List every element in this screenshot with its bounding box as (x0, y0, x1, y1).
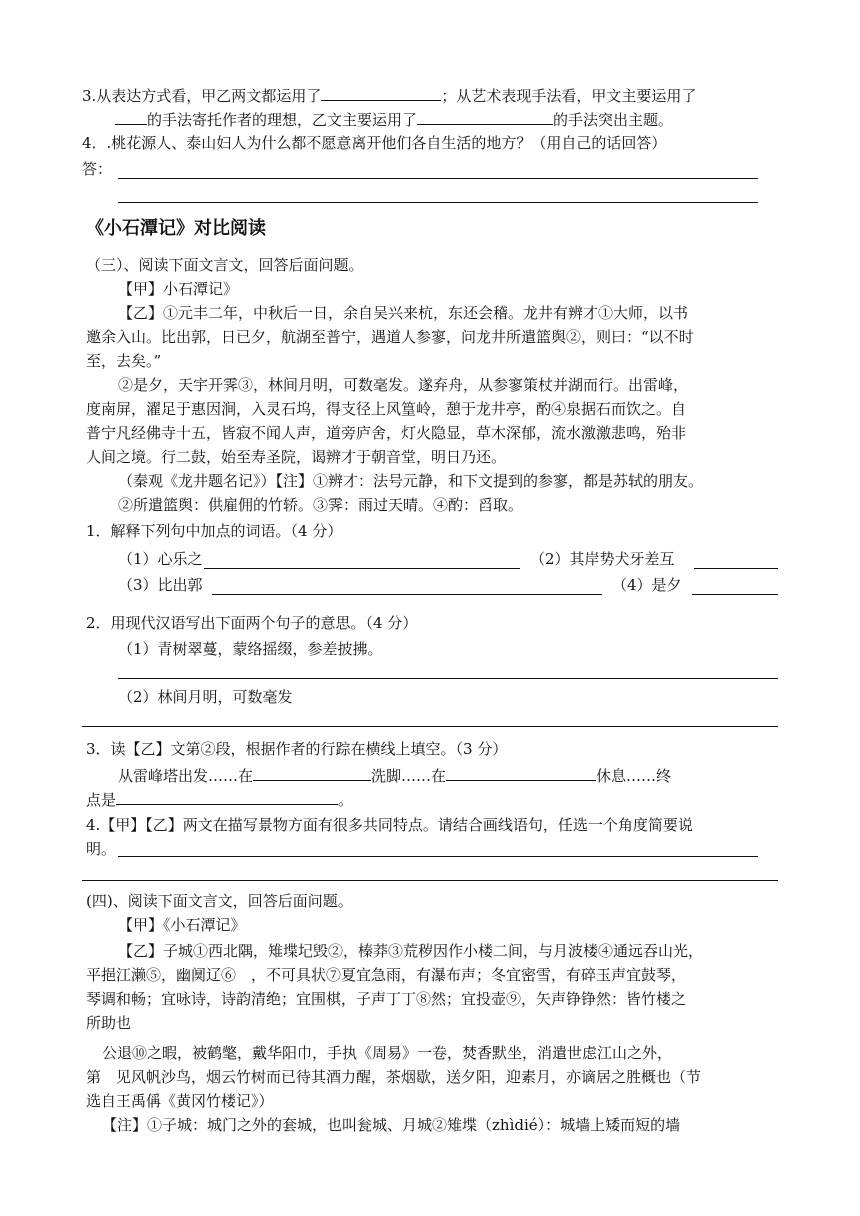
answer-blank[interactable] (115, 108, 147, 125)
prev-q3-text-a: 3.从表达方式看，甲乙两文都运用了 (82, 87, 322, 105)
answer-line[interactable] (692, 594, 778, 595)
answer-blank[interactable] (116, 788, 338, 805)
q3-text: 。 (338, 791, 354, 809)
q3-text: 从雷峰塔出发……在 (118, 767, 254, 785)
prev-q4-text: 4．.桃花源人、泰山妇人为什么都不愿意离开他们各自生活的地方？（用自己的话回答） (82, 134, 667, 152)
answer-line[interactable] (118, 856, 758, 857)
part4-yi-line: 所助也 (86, 1014, 132, 1032)
q3-fill-line1 (118, 764, 671, 787)
answer-line[interactable] (118, 678, 778, 679)
part4-jia: 【甲】《小石潭记》 (118, 916, 246, 934)
answer-line[interactable] (204, 568, 520, 569)
answer-line[interactable] (82, 726, 778, 727)
part4-yi-line: 琴调和畅；宜咏诗，诗韵清绝；宜围棋，子声丁丁⑧然；宜投壶⑨，矢声铮铮然：皆竹楼之 (86, 990, 687, 1008)
part3-yi-line: 邀余入山。比出郭，日已夕，航湖至普宁，遇道人参寥，问龙井所遣篮舆②，则曰：“以不时 (86, 328, 694, 346)
part3-jia: 【甲】小石潭记》 (118, 280, 239, 298)
part4-yi-line: 公退⑩之暇，被鹤氅，戴华阳巾，手执《周易》一卷，焚香默坐，消遣世虑江山之外， (102, 1044, 673, 1062)
part3-yi-line: 人间之境。行二鼓，始至寿圣院，谒辨才于朝音堂，明日乃还。 (86, 448, 507, 466)
part3-yi-line: 【乙】①元丰二年，中秋后一日，余自吴兴来杭，东还会稽。龙井有辨才①大师，以书 (118, 304, 689, 322)
part4-yi-line: 选自王禹偁《黄冈竹楼记》） (86, 1092, 274, 1110)
q2-item-2: （2）林间月明，可数毫发 (118, 688, 293, 706)
prev-answer-label: 答： (82, 160, 113, 178)
part3-yi-line: 至，去矣。” (86, 352, 162, 370)
answer-blank[interactable] (446, 764, 596, 781)
answer-blank[interactable] (253, 764, 371, 781)
prev-q3-text-d: 的手法突出主题。 (553, 111, 674, 129)
answer-line[interactable] (212, 594, 602, 595)
part3-q2: 2．用现代汉语写出下面两个句子的意思。（4 分） (86, 614, 418, 632)
answer-line[interactable] (82, 880, 778, 881)
section-title: 《小石潭记》对比阅读 (86, 218, 266, 239)
answer-blank[interactable] (321, 84, 441, 101)
part4-yi-line: 【乙】子城①西北隅，雉堞圮毁②，榛莽③荒秽因作小楼二间，与月波楼④通远吞山光， (118, 942, 704, 960)
prev-q3-text-c: 的手法寄托作者的理想，乙文主要运用了 (147, 111, 418, 129)
part4-note-line: 【注】①子城：城门之外的套城，也叫瓮城、月城②雉堞（zhìdié）：城墙上矮而短的墙 (102, 1116, 681, 1134)
q2-item-1: （1）青树翠蔓，蒙络摇缀，参差披拂。 (118, 640, 383, 658)
part4-yi-line: 平挹江濑⑤，幽阒辽⑥ ，不可具状⑦夏宜急雨，有瀑布声；冬宜密雪，有碎玉声宜鼓琴， (86, 966, 687, 984)
q3-fill-line2 (86, 788, 353, 811)
prev-q3-line2 (115, 108, 673, 131)
q3-text: 洗脚……在 (371, 767, 447, 785)
q1-item-4: （4）是夕 (612, 576, 682, 594)
part3-note-line: ②所遣篮舆：供雇佣的竹轿。③霁：雨过天晴。④酌：舀取。 (118, 496, 524, 514)
q3-text: 休息……终 (596, 767, 672, 785)
part4-heading: (四)、阅读下面文言文，回答后面问题。 (86, 892, 353, 910)
part3-q1: 1．解释下列句中加点的词语。（4 分） (86, 522, 343, 540)
part3-q4-line2: 明。 (86, 840, 117, 858)
q1-item-1: （1）心乐之 (118, 550, 203, 568)
part3-yi-line: ②是夕，天宇开霁③，林间月明，可数毫发。遂弃舟，从参寥策杖并湖而行。出雷峰， (118, 376, 689, 394)
prev-q3-line1 (82, 84, 696, 107)
q3-text: 点是 (86, 791, 117, 809)
answer-line[interactable] (694, 568, 778, 569)
part3-q4-line1: 4.【甲】【乙】两文在描写景物方面有很多共同特点。请结合画线语句，任选一个角度简要说 (86, 816, 693, 834)
q1-item-3: （3）比出郭 (118, 576, 203, 594)
part4-yi-line: 第 见风帆沙鸟，烟云竹树而已待其酒力醒，茶烟歇，送夕阳，迎素月，亦谪居之胜概也（节 (86, 1068, 702, 1086)
part3-yi-line: 度南屏，濯足于惠因涧，入灵石坞，得支径上风篁岭，憩于龙井亭，酌④泉据石而饮之。自 (86, 400, 687, 418)
part3-heading: （三）、阅读下面文言文，回答后面问题。 (86, 256, 364, 274)
part3-q3: 3．读【乙】文第②段，根据作者的行踪在横线上填空。（3 分） (86, 740, 508, 758)
part3-note-line: （秦观《龙井题名记》）【注】①辨才：法号元静，和下文提到的参寥，都是苏轼的朋友。 (118, 472, 704, 490)
answer-blank[interactable] (417, 108, 553, 125)
part3-yi-line: 普宁凡经佛寺十五，皆寂不闻人声，道旁庐舍，灯火隐显，草木深郁，流水激激悲鸣，殆非 (86, 424, 687, 442)
prev-q3-text-b: ；从艺术表现手法看，甲文主要运用了 (441, 87, 697, 105)
answer-line[interactable] (118, 202, 758, 203)
answer-line[interactable] (118, 178, 758, 179)
q1-item-2: （2）其岸势犬牙差互 (530, 550, 675, 568)
